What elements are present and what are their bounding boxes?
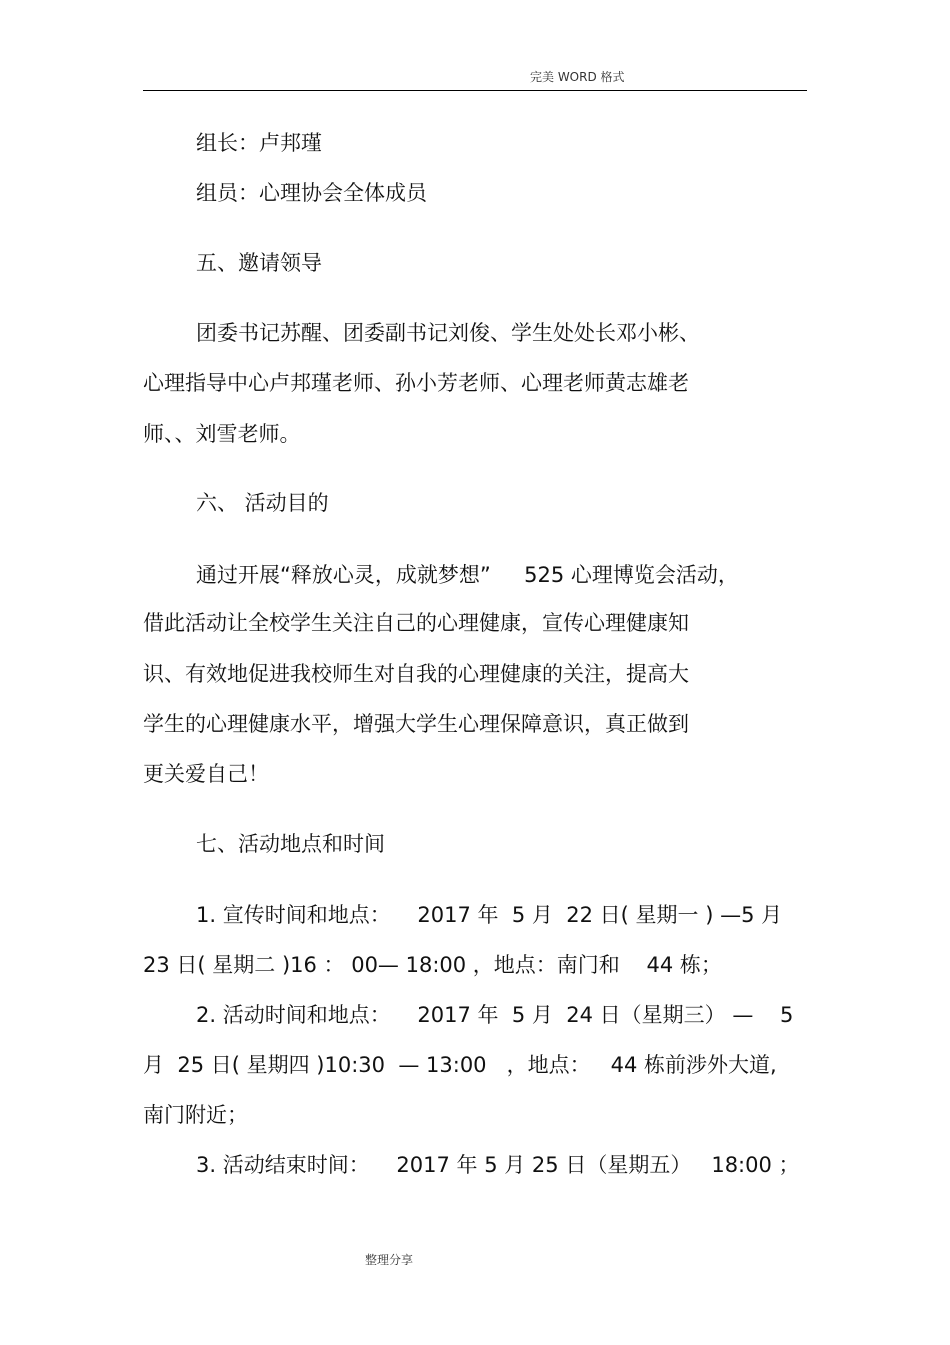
section5-line-2: 心理指导中心卢邦瑾老师、孙小芳老师、心理老师黄志雄老 [143,371,689,395]
section7-line-1: 1. 宣传时间和地点： 2017 年 5 月 22 日( 星期一 ) —5 月 [196,903,783,927]
section6-line-5: 更关爱自己！ [143,762,269,786]
section6-line-2: 借此活动让全校学生关注自己的心理健康，宣传心理健康知 [143,611,689,635]
section7-line-3: 2. 活动时间和地点： 2017 年 5 月 24 日（星期三） — 5 [196,1003,794,1027]
section7-line-6: 3. 活动结束时间： 2017 年 5 月 25 日（星期五） 18:00 ； [196,1153,800,1177]
section7-line-2: 23 日( 星期二 )16 ： 00— 18:00 ，地点：南门和 44 栋； [143,953,722,977]
page-footer: 整理分享 [365,1253,414,1267]
section6-line-4: 学生的心理健康水平，增强大学生心理保障意识，真正做到 [143,712,689,736]
leader-line: 组长：卢邦瑾 [196,131,322,155]
section5-heading: 五、邀请领导 [196,251,322,275]
section6-line-3: 识、有效地促进我校师生对自我的心理健康的关注，提高大 [143,662,689,686]
section5-line-3: 师、、刘雪老师。 [143,422,301,446]
section7-line-4: 月 25 日( 星期四 )10:30 — 13:00 ，地点： 44 栋前涉外大道, [143,1053,777,1077]
section7-heading: 七、活动地点和时间 [196,832,385,856]
header-rule [143,90,807,91]
section6-line-1: 通过开展“释放心灵，成就梦想” 525 心理博览会活动， [196,563,739,587]
section7-line-5: 南门附近； [143,1103,248,1127]
page-header: 完美 WORD 格式 [530,70,625,84]
section6-heading: 六、 活动目的 [196,491,329,515]
section5-line-1: 团委书记苏醒、团委副书记刘俊、学生处处长邓小彬、 [196,321,700,345]
members-line: 组员：心理协会全体成员 [196,181,427,205]
